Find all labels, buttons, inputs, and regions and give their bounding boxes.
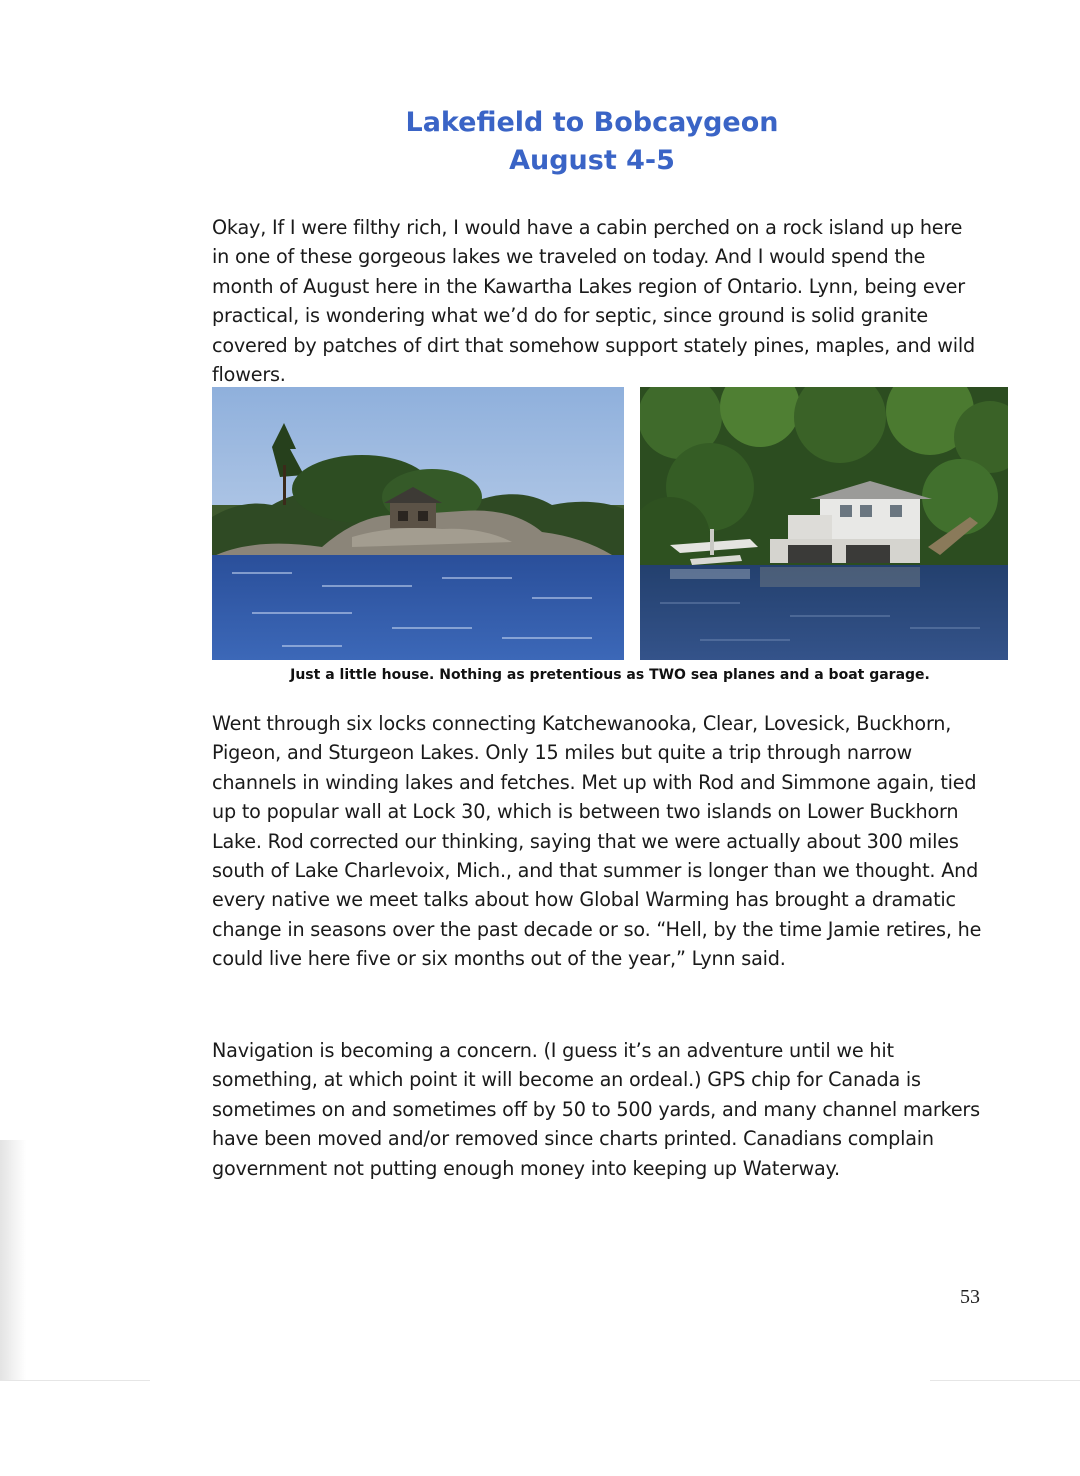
page-number: 53 [960,1286,980,1308]
page-title: Lakefield to Bobcaygeon [405,107,779,138]
photo-caption: Just a little house. Nothing as pretentious as TWO sea planes and a boat garage. [290,667,930,683]
scan-bottom-rule-right [930,1380,1080,1381]
page-heading [0,104,1080,180]
page-date: August 4-5 [509,145,675,176]
scan-page-edge [0,1140,26,1380]
photo-row [212,387,1008,660]
paragraph-navigation: Navigation is becoming a concern. (I guess it’s an adventure until we hit something, at which point it will become an ordeal.) GPS chip for Canada is sometimes on and sometimes off by 50 to 500 yards, and many channel markers have been moved and/or removed since charts printed. Canadians complain government not putting enough money into keeping up Waterway. [212,1039,980,1180]
photo-house-seaplanes [640,387,1008,660]
photo-rock-island-cabin [212,387,624,660]
paragraph-locks: Went through six locks connecting Katchewanooka, Clear, Lovesick, Buckhorn, Pigeon, and Sturgeon Lakes. Only 15 miles but quite a trip through narrow channels in winding lakes and fetches. Met up with Rod and Simmone again, tied up to popular wall at Lock 30, which is between two islands on Lower Buckhorn Lake. Rod corrected our thinking, saying that we were actually about 300 miles south of Lake Charlevoix, Mich., and that summer is longer than we thought. And every native we meet talks about how Global Warming has brought a dramatic change in seasons over the past decade or so. “Hell, by the time Jamie retires, he could live here five or six months out of the year,” Lynn said. [212,712,982,971]
paragraph-intro: Okay, If I were filthy rich, I would have a cabin perched on a rock island up here in one of these gorgeous lakes we traveled on today. And I would spend the month of August here in the Kawartha Lakes region of Ontario. Lynn, being ever practical, is wondering what we’d do for septic, since ground is solid granite covered by patches of dirt that somehow support stately pines, maples, and wild flowers. [212,216,976,387]
scan-bottom-rule-left [0,1380,150,1381]
